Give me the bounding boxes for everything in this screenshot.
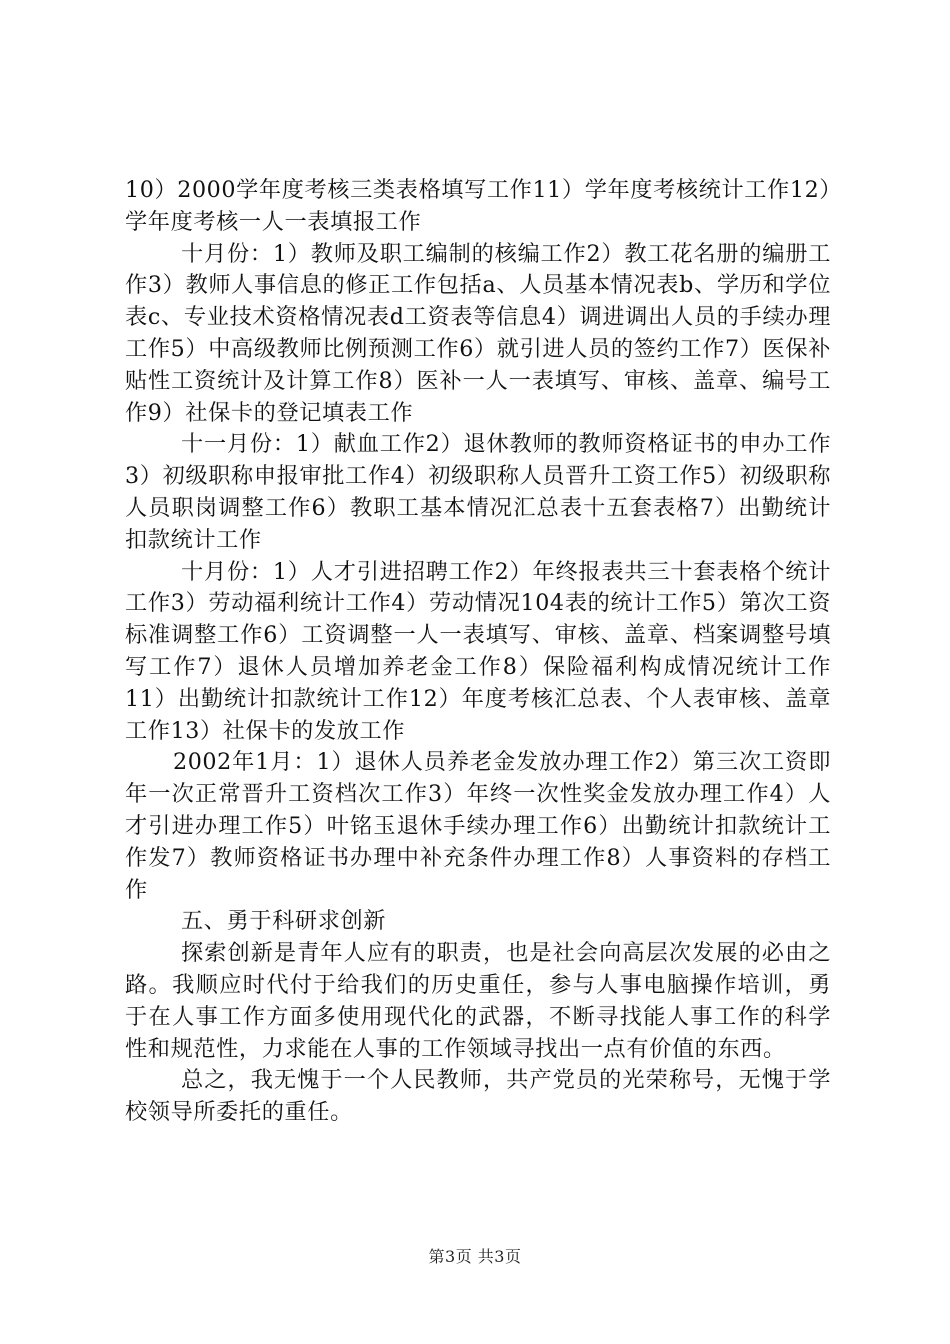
section-heading-research-innovation: 五、勇于科研求创新: [181, 908, 387, 935]
paragraph-innovation: 探索创新是青年人应有的职责，也是社会向高层次发展的必由之路。我顺应时代付于给我们的历史重任，参与人事电脑操作培训，勇于在人事工作方面多使用现代化的武器，不断寻找能人事工作的科学性和规范性，力求能在人事的工作领域寻找出一点有价值的东西。: [125, 940, 831, 1062]
paragraph-conclusion: 总之，我无愧于一个人民教师，共产党员的光荣称号，无愧于学校领导所委托的重任。: [125, 1067, 831, 1126]
paragraph-tenth-month-tasks: 十月份：1）人才引进招聘工作2）年终报表共三十套表格个统计工作3）劳动福利统计工作4）劳动情况104表的统计工作5）第次工资标准调整工作6）工资调整一人一表填写、审核、盖章、档案调整号填写工作7）退休人员增加养老金工作8）保险福利构成情况统计工作11）出勤统计扣款统计工作12）年度考核汇总表、个人表审核、盖章工作13）社保卡的发放工作: [125, 558, 831, 744]
paragraph-january-2002-tasks: 2002年1月：1）退休人员养老金发放办理工作2）第三次工资即年一次正常晋升工资档次工作3）年终一次性奖金发放办理工作4）人才引进办理工作5）叶铭玉退休手续办理工作6）出勤统计扣款统计工作发7）教师资格证书办理中补充条件办理工作8）人事资料的存档工作: [125, 749, 831, 903]
paragraph-october-tasks: 十月份：1）教师及职工编制的核编工作2）教工花名册的编册工作3）教师人事信息的修正工作包括a、人员基本情况表b、学历和学位表c、专业技术资格情况表d工资表等信息4）调进调出人员的手续办理工作5）中高级教师比例预测工作6）就引进人员的签约工作7）医保补贴性工资统计及计算工作8）医补一人一表填写、审核、盖章、编号工作9）社保卡的登记填表工作: [125, 240, 831, 426]
page-number-footer: 第3页 共3页: [428, 1247, 522, 1266]
document-body: [125, 175, 831, 1129]
paragraph-november-tasks: 十一月份：1）献血工作2）退休教师的教师资格证书的申办工作3）初级职称申报审批工作4）初级职称人员晋升工资工作5）初级职称人员职岗调整工作6）教职工基本情况汇总表十五套表格7）出勤统计扣款统计工作: [125, 431, 831, 553]
paragraph-continuation: 10）2000学年度考核三类表格填写工作11）学年度考核统计工作12）学年度考核一人一表填报工作: [125, 177, 831, 235]
